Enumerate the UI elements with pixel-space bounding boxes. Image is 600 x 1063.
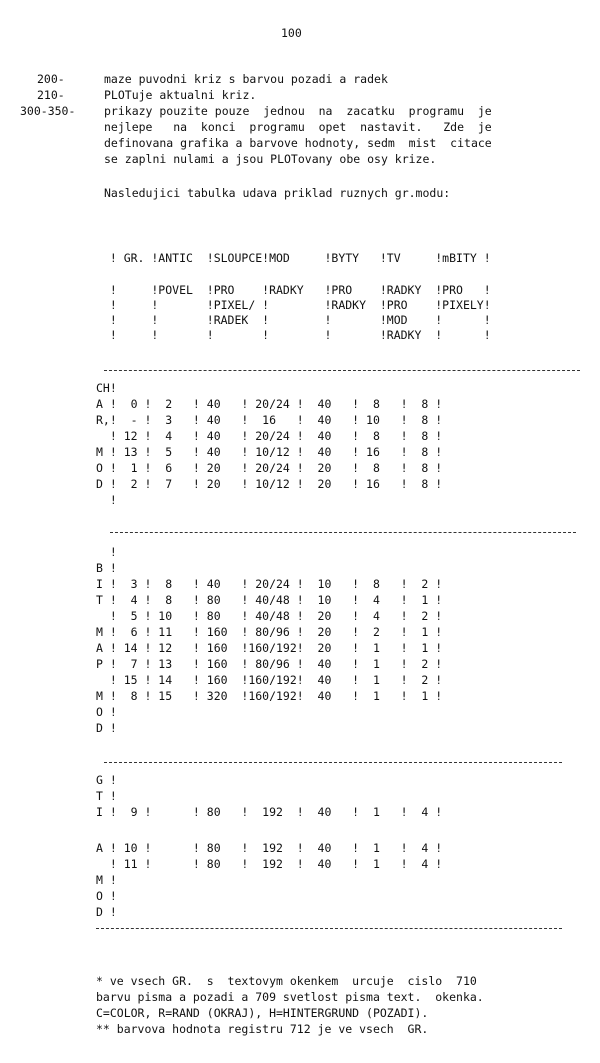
table-header-row: ! ! !RADEK ! ! !MOD ! ! bbox=[96, 313, 491, 327]
footnote: C=COLOR, R=RAND (OKRAJ), H=HINTERGRUND (POZADI). bbox=[96, 1006, 429, 1020]
intro-text: maze puvodni kriz s barvou pozadi a radek bbox=[104, 72, 388, 86]
table-row: ! 5 ! 10 ! 80 ! 40/48 ! 20 ! 4 ! 2 ! bbox=[96, 609, 443, 623]
table-row: O ! bbox=[96, 705, 117, 719]
table-row: M ! 6 ! 11 ! 160 ! 80/96 ! 20 ! 2 ! 1 ! bbox=[96, 625, 443, 639]
table-intro: Nasledujici tabulka udava priklad ruznych gr.modu: bbox=[104, 186, 451, 200]
table-header-row: ! !POVEL !PRO !RADKY !PRO !RADKY !PRO ! bbox=[96, 283, 491, 297]
table-row: ! 12 ! 4 ! 40 ! 20/24 ! 40 ! 8 ! 8 ! bbox=[96, 429, 443, 443]
table-row: I ! 9 ! ! 80 ! 192 ! 40 ! 1 ! 4 ! bbox=[96, 805, 443, 819]
table-row: A ! 14 ! 12 ! 160 !160/192! 20 ! 1 ! 1 ! bbox=[96, 641, 443, 655]
intro-key: 210- bbox=[37, 88, 65, 102]
table-row: O ! 1 ! 6 ! 20 ! 20/24 ! 20 ! 8 ! 8 ! bbox=[96, 461, 443, 475]
table-header-row: ! ! ! ! ! !RADKY ! ! bbox=[96, 328, 491, 342]
table-row: ! bbox=[96, 545, 117, 559]
table-row: T ! 4 ! 8 ! 80 ! 40/48 ! 10 ! 4 ! 1 ! bbox=[96, 593, 443, 607]
table-row: O ! bbox=[96, 889, 117, 903]
table-row: A ! 0 ! 2 ! 40 ! 20/24 ! 40 ! 8 ! 8 ! bbox=[96, 397, 443, 411]
table-row: G ! bbox=[96, 773, 117, 787]
table-row: ! 11 ! ! 80 ! 192 ! 40 ! 1 ! 4 ! bbox=[96, 857, 443, 871]
footnote: * ve vsech GR. s textovym okenkem urcuje cislo 710 bbox=[96, 974, 477, 988]
table-header-row: ! GR. !ANTIC !SLOUPCE!MOD !BYTY !TV !mBITY ! bbox=[96, 251, 491, 265]
intro-text: definovana grafika a barvove hodnoty, sedm mist citace bbox=[104, 136, 492, 150]
table-row: M ! 8 ! 15 ! 320 !160/192! 40 ! 1 ! 1 ! bbox=[96, 689, 443, 703]
table-row: M ! bbox=[96, 873, 117, 887]
footnote: barvu pisma a pozadi a 709 svetlost pisma text. okenka. bbox=[96, 990, 484, 1004]
intro-key: 300-350- bbox=[20, 104, 76, 118]
page-number: 100 bbox=[281, 26, 302, 40]
intro-text: nejlepe na konci programu opet nastavit. Zde je bbox=[104, 120, 492, 134]
table-row: T ! bbox=[96, 789, 117, 803]
table-row: D ! bbox=[96, 721, 117, 735]
table-row: I ! 3 ! 8 ! 40 ! 20/24 ! 10 ! 8 ! 2 ! bbox=[96, 577, 443, 591]
table-row: A ! 10 ! ! 80 ! 192 ! 40 ! 1 ! 4 ! bbox=[96, 841, 443, 855]
intro-line bbox=[37, 90, 65, 102]
divider bbox=[104, 762, 562, 763]
intro-key: 200- bbox=[37, 72, 65, 86]
table-row: R,! - ! 3 ! 40 ! 16 ! 40 ! 10 ! 8 ! bbox=[96, 413, 443, 427]
table-row: D ! 2 ! 7 ! 20 ! 10/12 ! 20 ! 16 ! 8 ! bbox=[96, 477, 443, 491]
table-row: ! bbox=[96, 493, 117, 507]
table-row: P ! 7 ! 13 ! 160 ! 80/96 ! 40 ! 1 ! 2 ! bbox=[96, 657, 443, 671]
intro-text: PLOTuje aktualni kriz. bbox=[104, 88, 257, 102]
table-row: D ! bbox=[96, 905, 117, 919]
intro-line bbox=[20, 106, 75, 118]
intro-text: se zaplni nulami a jsou PLOTovany obe osy krize. bbox=[104, 152, 437, 166]
table-row: CH! bbox=[96, 381, 117, 395]
divider bbox=[104, 370, 580, 371]
intro-text: prikazy pouzite pouze jednou na zacatku programu je bbox=[104, 104, 492, 118]
divider bbox=[110, 532, 576, 533]
table-row: M ! 13 ! 5 ! 40 ! 10/12 ! 40 ! 16 ! 8 ! bbox=[96, 445, 443, 459]
footnote: ** barvova hodnota registru 712 je ve vsech GR. bbox=[96, 1022, 429, 1036]
intro-line bbox=[37, 74, 65, 86]
table-row: ! 15 ! 14 ! 160 !160/192! 40 ! 1 ! 2 ! bbox=[96, 673, 443, 687]
divider bbox=[96, 928, 562, 929]
table-row: B ! bbox=[96, 561, 117, 575]
table-header-row: ! ! !PIXEL/ ! !RADKY !PRO !PIXELY! bbox=[96, 298, 491, 312]
